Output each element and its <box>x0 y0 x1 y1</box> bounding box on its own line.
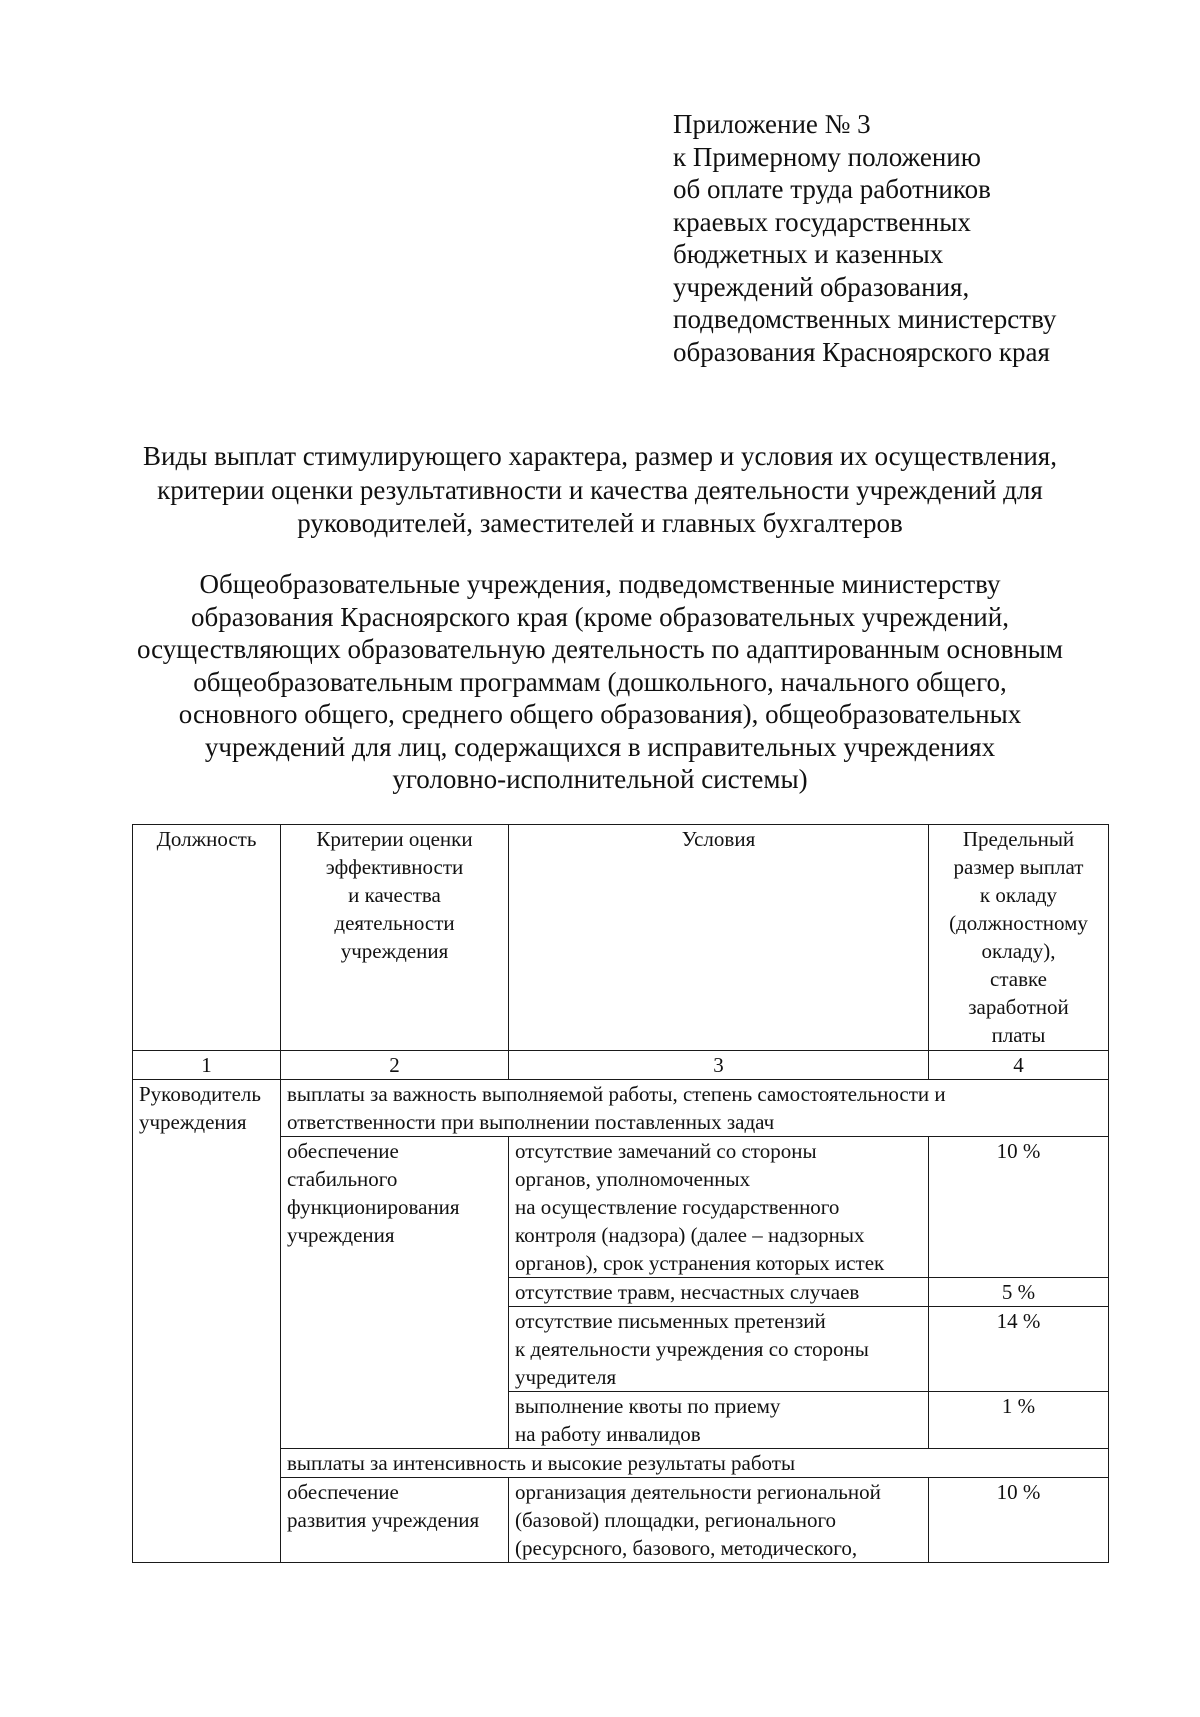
condition-cell: отсутствие травм, несчастных случаев <box>509 1278 929 1307</box>
column-number: 1 <box>133 1051 281 1080</box>
criterion-cell: обеспечение развития учреждения <box>281 1478 509 1563</box>
value-cell: 5 % <box>929 1278 1109 1307</box>
title-line: руководителей, заместителей и главных бухгалтеров <box>297 508 903 538</box>
condition-cell: отсутствие письменных претензий к деятельности учреждения со стороны учредителя <box>509 1307 929 1392</box>
subtitle-line: общеобразовательным программам (дошкольного, начального общего, <box>193 666 1007 697</box>
section-title: выплаты за интенсивность и высокие результаты работы <box>281 1449 1109 1478</box>
appendix-caption <box>673 108 1153 368</box>
document-title <box>100 440 1100 541</box>
appendix-line: образования Красноярского края <box>673 336 1050 367</box>
appendix-line: бюджетных и казенных <box>673 239 944 269</box>
subtitle-line: уголовно-исполнительной системы) <box>392 764 808 794</box>
condition-cell: выполнение квоты по приему на работу инвалидов <box>509 1392 929 1449</box>
criterion-cell: обеспечение стабильного функционирования учреждения <box>281 1137 509 1449</box>
appendix-line: учреждений образования, <box>673 271 970 302</box>
appendix-line: Приложение № 3 <box>673 109 871 139</box>
title-line: критерии оценки результативности и качества деятельности учреждений для <box>157 474 1043 505</box>
column-number: 3 <box>509 1051 929 1080</box>
header-limit: Предельный размер выплат к окладу (должностному окладу), ставке заработной платы <box>929 825 1109 1051</box>
appendix-line: к Примерному положению <box>673 141 981 172</box>
value-cell: 14 % <box>929 1307 1109 1392</box>
condition-cell: организация деятельности региональной (базовой) площадки, регионального (ресурсного, базового, методического, <box>509 1478 929 1563</box>
condition-cell: отсутствие замечаний со стороны органов, уполномоченных на осуществление государственного контроля (надзора) (далее – надзорных органов), срок устранения которых истек <box>509 1137 929 1278</box>
subtitle-line: осуществляющих образовательную деятельность по адаптированным основным <box>136 634 1064 664</box>
subtitle-line: Общеобразовательные учреждения, подведомственные министерству <box>199 569 1001 599</box>
subtitle-line: учреждений для лиц, содержащихся в исправительных учреждениях <box>204 731 996 762</box>
table-header-row <box>133 825 1109 1051</box>
title-line: Виды выплат стимулирующего характера, размер и условия их осуществления, <box>143 441 1057 471</box>
value-cell: 1 % <box>929 1392 1109 1449</box>
subtitle-line: основного общего, среднего общего образования), общеобразовательных <box>178 699 1022 729</box>
appendix-line: краевых государственных <box>673 206 971 237</box>
value-cell: 10 % <box>929 1478 1109 1563</box>
appendix-line: подведомственных министерству <box>673 304 1057 334</box>
document-subtitle <box>100 568 1100 796</box>
column-number: 2 <box>281 1051 509 1080</box>
payments-table <box>132 824 1109 1563</box>
header-position: Должность <box>133 825 281 1051</box>
value-cell: 10 % <box>929 1137 1109 1278</box>
section-title: выплаты за важность выполняемой работы, степень самостоятельности и ответственности при выполнении поставленных задач <box>281 1080 1109 1137</box>
header-criteria: Критерии оценки эффективности и качества деятельности учреждения <box>281 825 509 1051</box>
header-conditions: Условия <box>509 825 929 1051</box>
column-number: 4 <box>929 1051 1109 1080</box>
section-row <box>133 1080 1109 1137</box>
subtitle-line: образования Красноярского края (кроме образовательных учреждений, <box>191 601 1009 632</box>
position-cell: Руководитель учреждения <box>133 1080 281 1563</box>
appendix-line: об оплате труда работников <box>673 174 991 204</box>
column-number-row <box>133 1051 1109 1080</box>
